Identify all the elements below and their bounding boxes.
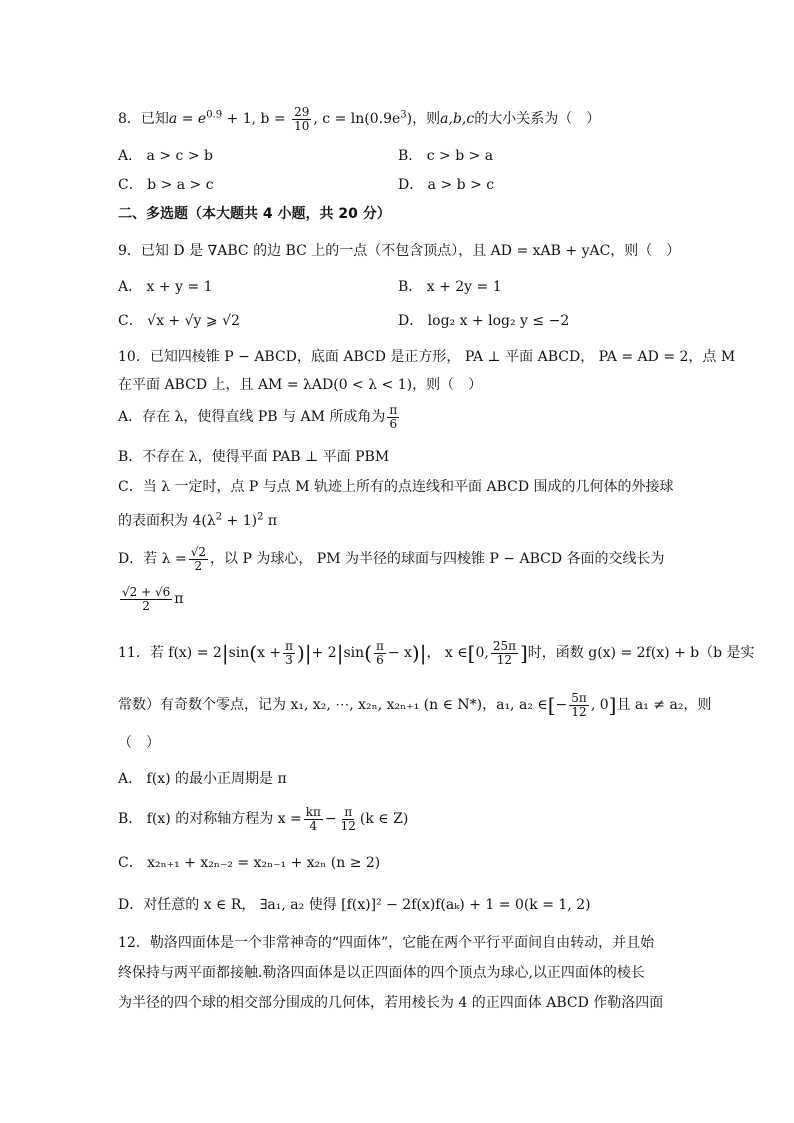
q10-stem-line1: 10．已知四棱锥 P − ABCD，底面 ABCD 是正方形， PA ⊥ 平面 ABCD， PA = AD = 2，点 M xyxy=(118,349,736,365)
q12-line2: 终保持与两平面都接触.勒洛四面体是以正四面体的四个顶点为球心,以正四面体的棱长 xyxy=(118,965,645,981)
q10-option-c-line2: 的表面积为 $4(\lambda^2 + 1)^2$ π xyxy=(118,511,278,529)
q9-option-b: B． x + 2y = 1 xyxy=(398,279,502,295)
q10-option-d-line2: $\frac{√2 + √6}{2}$ π xyxy=(122,585,184,613)
q10-option-a: A．存在 λ，使得直线 PB 与 AM 所成角为 $\frac{\pi}{6}$ xyxy=(118,403,398,431)
q8-option-a: A． a > c > b xyxy=(118,148,213,164)
q9-stem: 9．已知 D 是 ∇ABC 的边 BC 上的一点（不包含顶点），且 AD = xAB + yAC，则（ ） xyxy=(118,243,681,259)
q10-option-c-line1: C．当 λ 一定时，点 P 与点 M 轨迹上所有的点连线和平面 ABCD 围成的几何体的外接球 xyxy=(118,479,674,495)
q12-line3: 为半径的四个球的相交部分围成的几何体，若用棱长为 4 的正四面体 ABCD 作勒洛四面 xyxy=(118,995,664,1011)
q8-option-c: C． b > a > c xyxy=(118,177,214,193)
q9-option-d: D． log₂ x + log₂ y ≤ −2 xyxy=(398,313,570,329)
q8-b-fraction: $\frac{29}{10}$ xyxy=(294,105,310,133)
q8-stem: 8．已知$a = e^{0.9} + 1$, b = $\frac{29}{10}$ , $c = \ln(0.9e^3)$，则a,b,c的大小关系为（ ） xyxy=(118,105,601,133)
q12-line1: 12．勒洛四面体是一个非常神奇的“四面体”，它能在两个平行平面间自由转动，并且始 xyxy=(118,935,655,951)
q10-option-b: B．不存在 λ，使得平面 PAB ⊥ 平面 PBM xyxy=(118,449,390,465)
q11-option-b: B． f(x) 的对称轴方程为 x = $\frac{k\pi}{4}$ − $\frac{\pi}{12}$ (k ∈ Z) xyxy=(118,805,409,833)
q10-a-fraction: $\frac{\pi}{6}$ xyxy=(389,403,398,431)
q9-option-c: C． √x + √y ⩾ √2 xyxy=(118,313,240,329)
section-heading: 二、多选题（本大题共 4 小题，共 20 分） xyxy=(118,206,391,222)
q11-stem-line2: 常数）有奇数个零点，记为 x₁, x₂, ⋯, x₂ₙ, x₂ₙ₊₁ (n ∈ N*)，a₁, a₂ ∈[− $\frac{5\pi}{12}$ , 0]且 a₁ ≠ a₂，则 xyxy=(118,691,712,719)
q10-d-fraction: $\frac{√2}{2}$ xyxy=(190,545,207,573)
q11-option-d: D．对任意的 x ∈ R， ∃a₁, a₂ 使得 [f(x)]² − 2f(x)f(aₖ) + 1 = 0(k = 1, 2) xyxy=(118,897,591,913)
q8-option-b: B． c > b > a xyxy=(398,148,494,164)
q10-d2-fraction: $\frac{√2 + √6}{2}$ xyxy=(122,585,171,613)
q11-option-a: A． f(x) 的最小正周期是 π xyxy=(118,771,287,787)
q11-stem-line3: （ ） xyxy=(118,735,160,751)
q11-option-c: C． x₂ₙ₊₁ + x₂ₙ₋₂ = x₂ₙ₋₁ + x₂ₙ (n ≥ 2) xyxy=(118,855,381,871)
q10-option-d-line1: D．若 λ = $\frac{√2}{2}$ ，以 P 为球心， PM 为半径的球面与四棱锥 P − ABCD 各面的交线长为 xyxy=(118,545,665,573)
q11-stem-line1: 11．若 f(x) = 2|sin(x + $\frac{\pi}{3}$ )|+ 2|sin( $\frac{\pi}{6}$ − x)|， x ∈[0, $\frac{25\pi}{12}$ ]时，函数 g(x) = 2f(x) + b（b 是实 xyxy=(118,639,755,667)
q8-option-d: D． a > b > c xyxy=(398,177,495,193)
q9-option-a: A． x + y = 1 xyxy=(118,279,213,295)
q10-stem-line2: 在平面 ABCD 上，且 AM = λAD(0 < λ < 1)，则（ ） xyxy=(118,377,483,393)
